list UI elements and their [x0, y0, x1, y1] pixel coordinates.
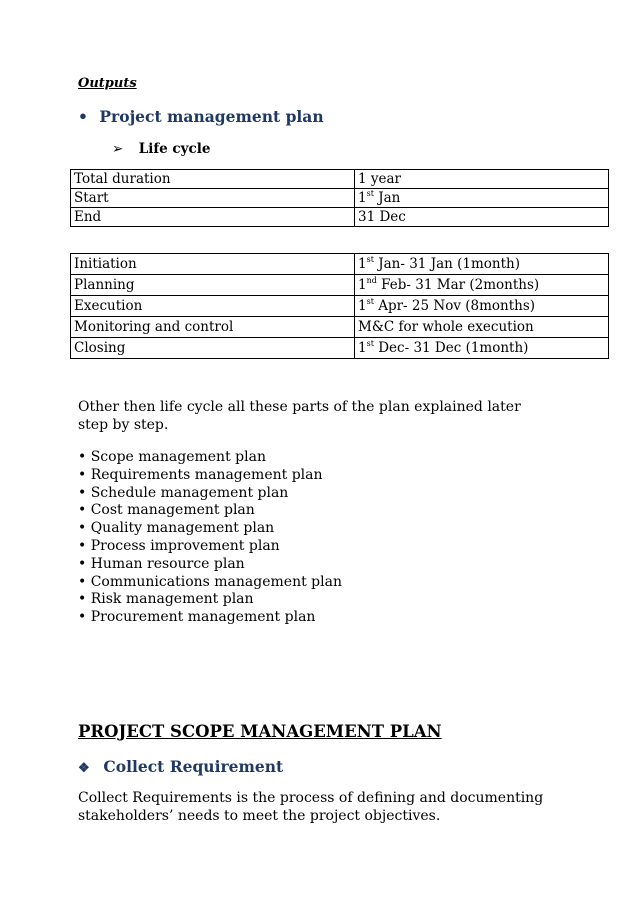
table-cell-value: 1st Jan- 31 Jan (1month) [355, 254, 609, 275]
list-item: • Procurement management plan [78, 609, 316, 626]
table-cell-label: Planning [71, 275, 355, 296]
table-cell-label: Total duration [71, 170, 355, 189]
arrow-bullet-icon: ➢ [112, 141, 124, 157]
table-cell-value: 1st Dec- 31 Dec (1month) [355, 338, 609, 359]
duration-table [70, 169, 609, 227]
table-cell-label: Execution [71, 296, 355, 317]
plan-parts-list [78, 449, 342, 627]
heading-text: Project management plan [99, 107, 324, 126]
table-cell-value: M&C for whole execution [355, 317, 609, 338]
collect-requirement-heading [78, 757, 283, 776]
table-row [71, 275, 609, 296]
table-cell-value: 31 Dec [355, 208, 609, 227]
bullet-icon: • [78, 107, 88, 126]
table-row [71, 338, 609, 359]
project-management-plan-heading [78, 107, 324, 126]
scope-management-title: PROJECT SCOPE MANAGEMENT PLAN [78, 722, 442, 741]
table-cell-value: 1nd Feb- 31 Mar (2months) [355, 275, 609, 296]
table-row [71, 170, 609, 189]
paragraph-line: step by step. [78, 417, 169, 433]
list-item: • Process improvement plan [78, 537, 280, 554]
phases-table [70, 253, 609, 359]
collect-requirement-paragraph [78, 789, 578, 825]
paragraph-line: Other then life cycle all these parts of the plan explained later [78, 399, 521, 415]
list-item: • Schedule management plan [78, 484, 289, 501]
table-cell-value: 1st Apr- 25 Nov (8months) [355, 296, 609, 317]
list-item: • Requirements management plan [78, 466, 323, 483]
table-row [71, 296, 609, 317]
diamond-bullet-icon: ❖ [78, 761, 90, 776]
list-item: • Human resource plan [78, 555, 245, 572]
outputs-heading: Outputs [78, 76, 137, 91]
heading-text: Collect Requirement [103, 757, 284, 776]
table-row [71, 208, 609, 227]
list-item: • Scope management plan [78, 449, 266, 465]
life-cycle-subheading [112, 141, 210, 157]
table-cell-label: End [71, 208, 355, 227]
table-row [71, 254, 609, 275]
table-cell-value: 1 year [355, 170, 609, 189]
life-cycle-paragraph [78, 398, 578, 434]
table-cell-value: 1st Jan [355, 189, 609, 208]
subheading-text: Life cycle [138, 141, 211, 157]
list-item: • Risk management plan [78, 591, 254, 608]
table-cell-label: Start [71, 189, 355, 208]
list-item: • Quality management plan [78, 520, 275, 537]
paragraph-line: Collect Requirements is the process of defining and documenting [78, 790, 544, 806]
table-cell-label: Initiation [71, 254, 355, 275]
table-cell-label: Closing [71, 338, 355, 359]
list-item: • Cost management plan [78, 502, 255, 519]
table-row [71, 317, 609, 338]
list-item: • Communications management plan [78, 573, 342, 590]
table-row [71, 189, 609, 208]
table-cell-label: Monitoring and control [71, 317, 355, 338]
paragraph-line: stakeholders’ needs to meet the project objectives. [78, 808, 441, 824]
